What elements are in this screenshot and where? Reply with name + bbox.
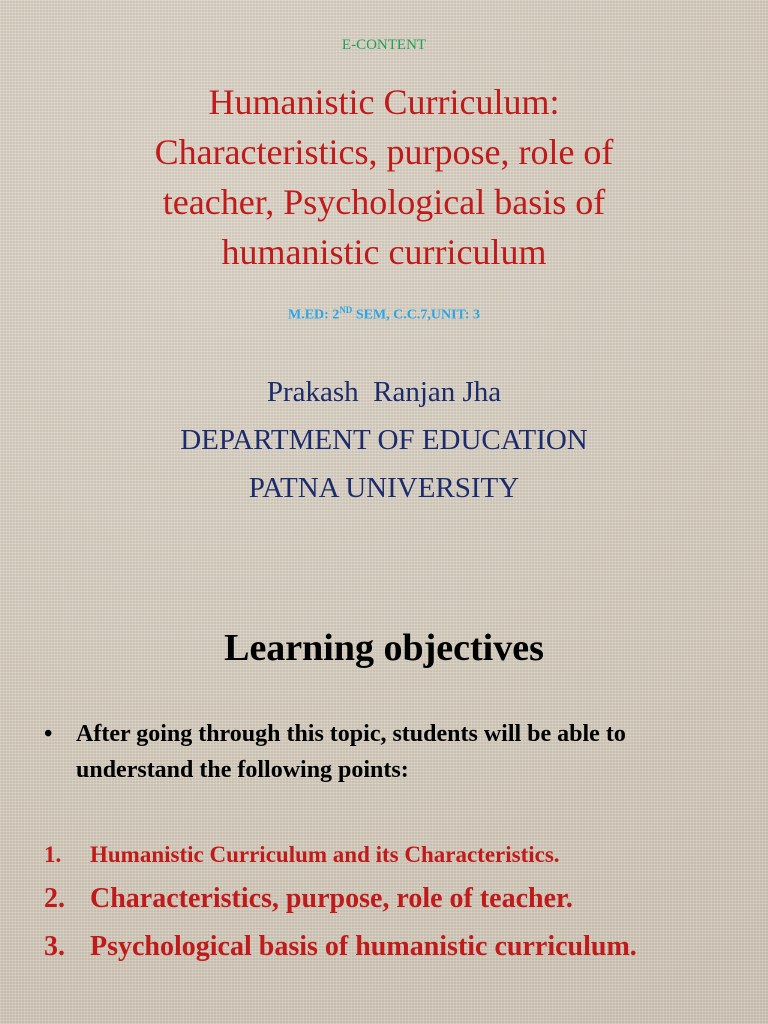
department-name: DEPARTMENT OF EDUCATION [180, 424, 588, 456]
course-suffix: SEM, C.C.7,UNIT: 3 [352, 307, 481, 323]
title-line: teacher, Psychological basis of [162, 182, 606, 222]
e-content-label: E-CONTENT [341, 37, 427, 53]
objectives-slide [0, 576, 768, 1024]
author-block [0, 368, 768, 512]
intro-paragraph [44, 716, 724, 788]
list-item [44, 880, 734, 918]
title-line: Characteristics, purpose, role of [154, 132, 614, 172]
bullet-icon: • [44, 721, 53, 747]
slide-title [60, 77, 708, 277]
list-number: 1. [44, 842, 62, 867]
intro-text: After going through this topic, students will be able to understand the following points: [76, 721, 626, 783]
objectives-title: Learning objectives [224, 627, 544, 669]
course-superscript: ND [339, 305, 353, 315]
author-name: Prakash Ranjan Jha [266, 376, 502, 408]
objectives-list [44, 838, 734, 966]
list-text: Psychological basis of humanistic curriculum. [90, 931, 637, 962]
list-item [44, 928, 734, 966]
course-prefix: M.ED: 2 [287, 307, 340, 323]
list-number: 3. [44, 931, 65, 962]
title-line: Humanistic Curriculum: [208, 82, 560, 122]
list-text: Characteristics, purpose, role of teacher. [90, 883, 573, 914]
university-name: PATNA UNIVERSITY [248, 472, 520, 504]
title-line: humanistic curriculum [221, 232, 547, 272]
list-item [44, 838, 734, 872]
list-text: Humanistic Curriculum and its Characteristics. [90, 842, 560, 867]
course-info [0, 305, 768, 324]
list-number: 2. [44, 883, 65, 914]
